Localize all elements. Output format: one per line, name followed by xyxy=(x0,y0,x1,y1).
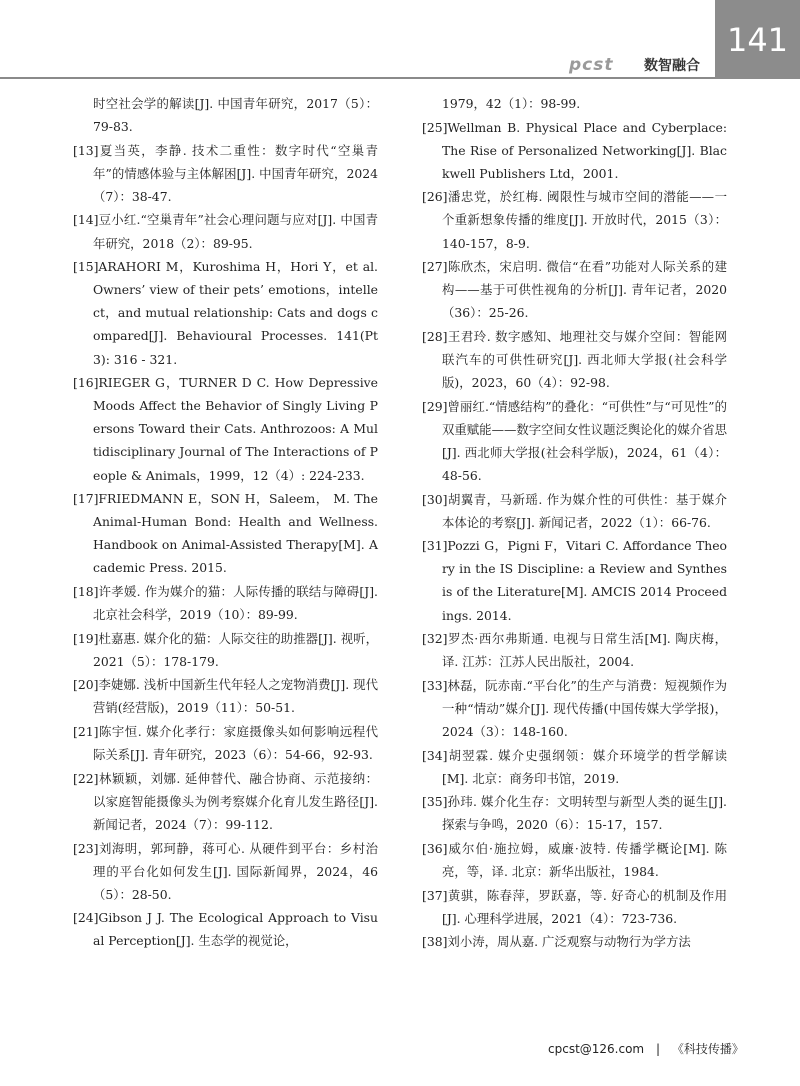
footer-email: cpcst@126.com xyxy=(548,1042,645,1056)
reference-item: [19]杜嘉惠. 媒介化的猫：人际交往的助推器[J]. 视听，2021（5）：178-179. xyxy=(73,630,378,669)
reference-item: [33]林磊，阮赤南.“平台化”的生产与消费：短视频作为一种“情动”媒介[J]. 现代传播(中国传媒大学学报)，2024（3）：148-160. xyxy=(422,677,727,740)
reference-item: [18]许孝媛. 作为媒介的猫：人际传播的联结与障碍[J]. 北京社会科学，2019（10）：89-99. xyxy=(73,583,378,623)
reference-item: [15]ARAHORI M，Kuroshima H，Hori Y，et al. Owners’ view of their pets’ emotions，intellect，and mutual relationship: Cats and dogs compared[J]. Behavioural Processes. 141(Pt3): 316 - 321. xyxy=(73,259,378,367)
reference-item: [32]罗杰·西尔弗斯通. 电视与日常生活[M]. 陶庆梅，译. 江苏：江苏人民出版社，2004. xyxy=(422,631,727,670)
reference-item: [27]陈欣杰，宋启明. 微信“在看”功能对人际关系的建构——基于可供性视角的分析[J]. 青年记者，2020（36）：25-26. xyxy=(422,259,727,321)
reference-item: [20]李婕娜. 浅析中国新生代年轻人之宠物消费[J]. 现代营销(经营版)，2019（11）：50-51. xyxy=(73,677,378,716)
reference-item: [24]Gibson J J. The Ecological Approach to Visual Perception[J]. 生态学的视觉论， xyxy=(73,910,378,949)
reference-item: [38]刘小涛，周从嘉. 广泛观察与动物行为学方法 xyxy=(422,934,691,950)
left-column xyxy=(73,92,378,953)
reference-item: 1979，42（1）：98-99. xyxy=(442,96,581,111)
reference-item: [13]夏当英，李静. 技术二重性：数字时代“空巢青年”的情感体验与主体解困[J]. 中国青年研究，2024（7）：38-47. xyxy=(73,142,378,204)
reference-item: [26]潘忠党，於红梅. 阈限性与城市空间的潜能——一个重新想象传播的维度[J]. 开放时代，2015（3）：140-157，8-9. xyxy=(422,189,727,251)
footer-separator: | xyxy=(655,1042,660,1056)
reference-item: [21]陈宇恒. 媒介化孝行：家庭摄像头如何影响远程代际关系[J]. 青年研究，2023（6）：54-66，92-93. xyxy=(73,724,378,763)
reference-item: 时空社会学的解读[J]. 中国青年研究，2017（5）：79-83. xyxy=(93,96,378,135)
reference-item: [31]Pozzi G，Pigni F，Vitari C. Affordance Theory in the IS Discipline: a Review and Synthesis of the Literature[M]. AMCIS 2014 Proceedings. 2014. xyxy=(422,538,727,623)
right-column xyxy=(422,92,727,954)
journal-logo: pcst xyxy=(569,55,614,75)
page-number-tab xyxy=(715,0,800,79)
reference-item: [25]Wellman B. Physical Place and Cyberplace: The Rise of Personalized Networking[J]. Blackwell Publishers Ltd，2001. xyxy=(422,119,727,181)
reference-item: [37]黄骐，陈春萍，罗跃嘉，等. 好奇心的机制及作用[J]. 心理科学进展，2021（4）：723-736. xyxy=(422,887,727,926)
reference-item: [28]王君玲. 数字感知、地理社交与媒介空间：智能网联汽车的可供性研究[J]. 西北师大学报(社会科学版)，2023，60（4）：92-98. xyxy=(422,328,727,391)
reference-item: [34]胡翌霖. 媒介史强纲领：媒介环境学的哲学解读[M]. 北京：商务印书馆，2019. xyxy=(422,747,727,786)
section-title: 数智融合 xyxy=(644,58,700,74)
header-rule xyxy=(0,77,715,79)
reference-item: [14]豆小红.“空巢青年”社会心理问题与应对[J]. 中国青年研究，2018（2）：89-95. xyxy=(73,212,378,251)
reference-item: [29]曾丽红.“情感结构”的叠化：“可供性”与“可见性”的双重赋能——数字空间女性议题泛舆论化的媒介省思[J]. 西北师大学报(社会科学版)，2024，61（4）：48-56. xyxy=(422,398,727,483)
reference-item: [23]刘海明，郭珂静，蒋可心. 从硬件到平台：乡村治理的平台化如何发生[J]. 国际新闻界，2024，46（5）：28-50. xyxy=(73,840,378,902)
reference-item: [36]威尔伯·施拉姆，威廉·波特. 传播学概论[M]. 陈亮，等，译. 北京：新华出版社，1984. xyxy=(422,841,727,880)
reference-item: [30]胡翼青，马新瑶. 作为媒介性的可供性：基于媒介本体论的考察[J]. 新闻记者，2022（1）：66-76. xyxy=(422,491,727,530)
footer xyxy=(548,1040,744,1057)
footer-journal-name: 《科技传播》 xyxy=(671,1042,744,1056)
reference-item: [16]RIEGER G，TURNER D C. How Depressive Moods Affect the Behavior of Singly Living Persons Toward their Cats. Anthrozoos: A Multidisciplinary Journal of The Interactions of People & Animals，1999，12（4）: 224-233. xyxy=(73,375,378,483)
reference-item: [22]林颖颖，刘娜. 延伸替代、融合协商、示范接纳：以家庭智能摄像头为例考察媒介化育儿发生路径[J]. 新闻记者，2024（7）：99-112. xyxy=(73,770,378,832)
reference-item: [17]FRIEDMANN E，SON H，Saleem， M. The Animal-Human Bond: Health and Wellness. Handbook on Animal-Assisted Therapy[M]. Academic Press. 2015. xyxy=(73,491,378,576)
page-number: 141 xyxy=(726,20,789,59)
reference-item: [35]孙玮. 媒介化生存：文明转型与新型人类的诞生[J]. 探索与争鸣，2020（6）：15-17，157. xyxy=(422,794,727,833)
